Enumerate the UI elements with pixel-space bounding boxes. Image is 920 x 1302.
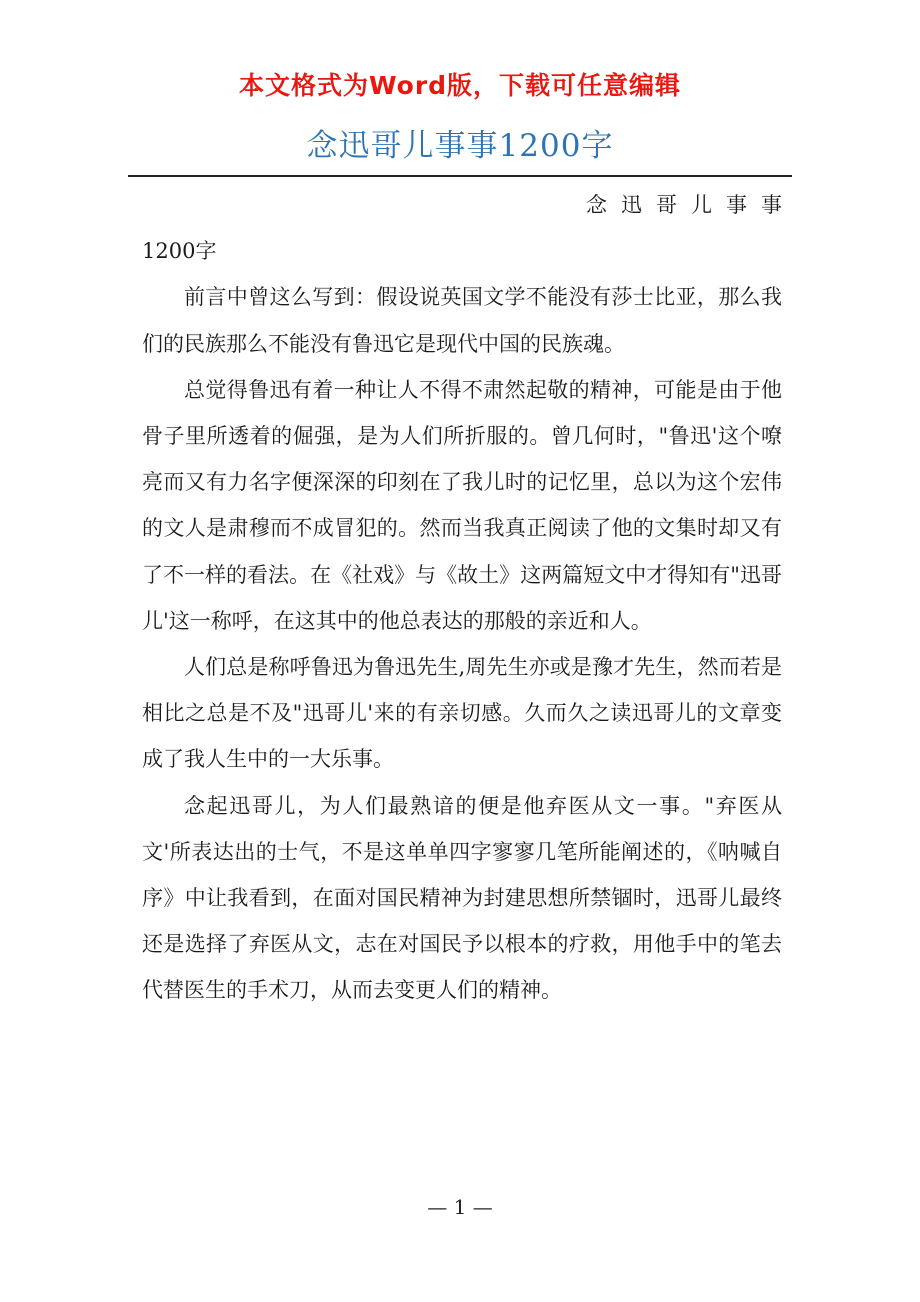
body-heading-line2: 1200字 bbox=[142, 239, 217, 264]
title-divider bbox=[128, 175, 792, 177]
body-paragraph-1: 总觉得鲁迅有着一种让人不得不肃然起敬的精神，可能是由于他骨子里所透着的倔强，是为人们所折服的。曾几何时，"鲁迅'这个嘹亮而又有力名字便深深的印刻在了我儿时的记忆里，总以为这个宏伟的文人是肃穆而不成冒犯的。然而当我真正阅读了他的文集时却又有了不一样的看法。在《社戏》与《故土》这两篇短文中才得知有"迅哥儿'这一称呼，在这其中的他总表达的那般的亲近和人。 bbox=[142, 377, 782, 633]
body-paragraph-3: 念起迅哥儿，为人们最熟谙的便是他弃医从文一事。"弃医从文'所表达出的士气，不是这单单四字寥寥几笔所能阐述的，《呐喊自序》中让我看到，在面对国民精神为封建思想所禁锢时，迅哥儿最终还是选择了弃医从文，志在对国民予以根本的疗救，用他手中的笔去代替医生的手术刀，从而去变更人们的精神。 bbox=[142, 793, 782, 1003]
format-notice-banner: 本文格式为Word版，下载可任意编辑 bbox=[238, 71, 682, 100]
preface-paragraph: 前言中曾这么写到：假设说英国文学不能没有莎士比亚，那么我们的民族那么不能没有鲁迅它是现代中国的民族魂。 bbox=[142, 285, 782, 356]
page-number: — 1 — bbox=[427, 1195, 493, 1219]
body-paragraph-2: 人们总是称呼鲁迅为鲁迅先生,周先生亦或是豫才先生，然而若是相比之总是不及"迅哥儿'来的有亲切感。久而久之读迅哥儿的文章变成了我人生中的一大乐事。 bbox=[142, 655, 782, 772]
document-title: 念迅哥儿事事1200字 bbox=[306, 128, 614, 164]
document-body bbox=[142, 182, 796, 1014]
body-heading-line1: 念迅哥儿事事 bbox=[586, 193, 796, 217]
